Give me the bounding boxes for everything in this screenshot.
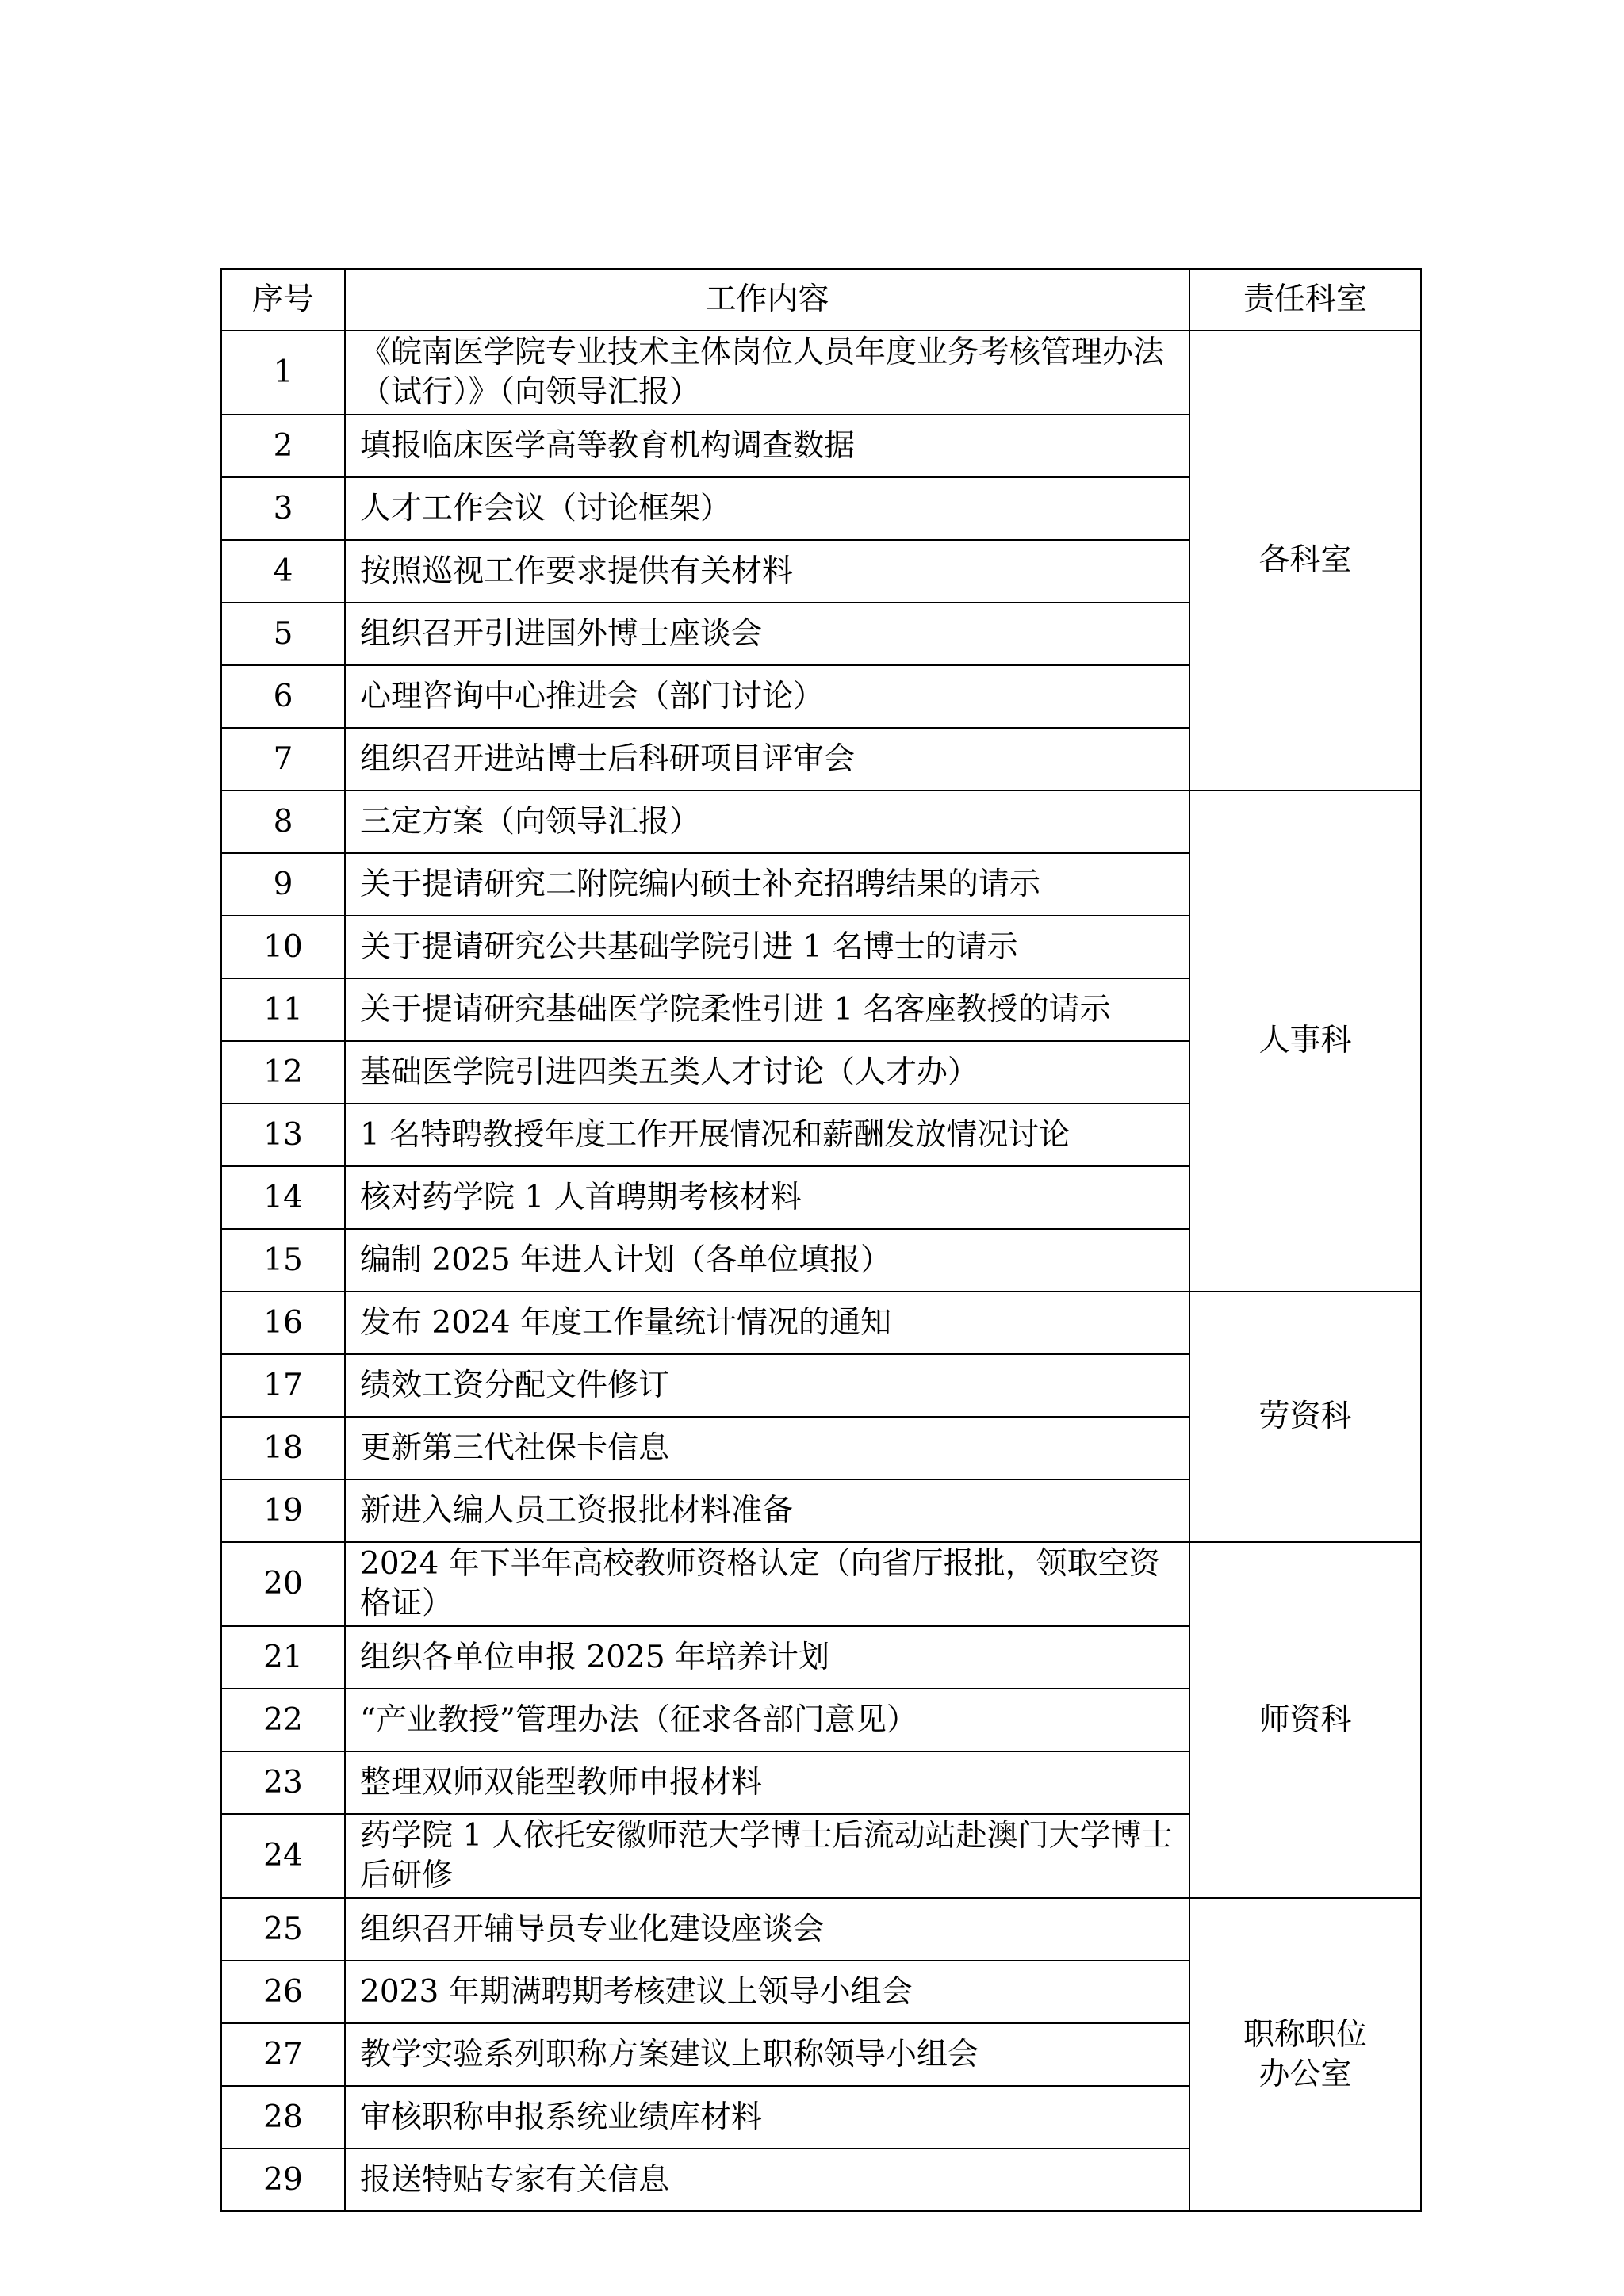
row-number: 23 (221, 1751, 345, 1814)
row-content: 2024 年下半年高校教师资格认定（向省厅报批，领取空资格证） (345, 1542, 1189, 1626)
dept-cell-ge-keshi: 各科室 (1189, 331, 1421, 790)
row-number: 29 (221, 2149, 345, 2211)
dept-cell-laozi: 劳资科 (1189, 1292, 1421, 1542)
row-number: 3 (221, 477, 345, 540)
row-number: 11 (221, 978, 345, 1041)
row-number: 25 (221, 1898, 345, 1961)
row-content: 更新第三代社保卡信息 (345, 1417, 1189, 1479)
row-content: 基础医学院引进四类五类人才讨论（人才办） (345, 1041, 1189, 1104)
dept-cell-renshi: 人事科 (1189, 790, 1421, 1292)
row-content: 1 名特聘教授年度工作开展情况和薪酬发放情况讨论 (345, 1104, 1189, 1166)
row-content: 新进入编人员工资报批材料准备 (345, 1479, 1189, 1542)
row-content: 关于提请研究二附院编内硕士补充招聘结果的请示 (345, 853, 1189, 916)
row-number: 6 (221, 665, 345, 728)
row-number: 27 (221, 2023, 345, 2086)
table-header-row (221, 269, 1421, 331)
row-content: 核对药学院 1 人首聘期考核材料 (345, 1166, 1189, 1229)
row-number: 13 (221, 1104, 345, 1166)
row-content: “产业教授”管理办法（征求各部门意见） (345, 1689, 1189, 1751)
row-number: 19 (221, 1479, 345, 1542)
row-number: 17 (221, 1354, 345, 1417)
table-row (221, 790, 1421, 853)
row-number: 10 (221, 916, 345, 978)
row-number: 1 (221, 331, 345, 415)
row-content: 人才工作会议（讨论框架） (345, 477, 1189, 540)
row-content: 心理咨询中心推进会（部门讨论） (345, 665, 1189, 728)
row-number: 5 (221, 603, 345, 665)
table-row (221, 1292, 1421, 1354)
row-content: 药学院 1 人依托安徽师范大学博士后流动站赴澳门大学博士后研修 (345, 1814, 1189, 1898)
row-content: 关于提请研究基础医学院柔性引进 1 名客座教授的请示 (345, 978, 1189, 1041)
table-row (221, 331, 1421, 415)
dept-cell-shizi: 师资科 (1189, 1542, 1421, 1898)
row-number: 20 (221, 1542, 345, 1626)
row-number: 22 (221, 1689, 345, 1751)
row-content: 发布 2024 年度工作量统计情况的通知 (345, 1292, 1189, 1354)
table-row (221, 1898, 1421, 1961)
row-number: 14 (221, 1166, 345, 1229)
row-number: 7 (221, 728, 345, 790)
row-number: 9 (221, 853, 345, 916)
row-content: 编制 2025 年进人计划（各单位填报） (345, 1229, 1189, 1292)
row-content: 组织召开进站博士后科研项目评审会 (345, 728, 1189, 790)
row-content: 审核职称申报系统业绩库材料 (345, 2086, 1189, 2149)
table-row (221, 1542, 1421, 1626)
row-content: 组织各单位申报 2025 年培养计划 (345, 1626, 1189, 1689)
row-content: 《皖南医学院专业技术主体岗位人员年度业务考核管理办法（试行）》（向领导汇报） (345, 331, 1189, 415)
row-number: 16 (221, 1292, 345, 1354)
row-content: 填报临床医学高等教育机构调查数据 (345, 415, 1189, 477)
row-number: 4 (221, 540, 345, 603)
row-number: 2 (221, 415, 345, 477)
row-content: 整理双师双能型教师申报材料 (345, 1751, 1189, 1814)
row-number: 26 (221, 1961, 345, 2023)
header-seq: 序号 (221, 269, 345, 331)
row-content: 报送特贴专家有关信息 (345, 2149, 1189, 2211)
work-table (220, 268, 1422, 2212)
row-content: 三定方案（向领导汇报） (345, 790, 1189, 853)
row-number: 18 (221, 1417, 345, 1479)
header-dept: 责任科室 (1189, 269, 1421, 331)
row-number: 24 (221, 1814, 345, 1898)
row-number: 28 (221, 2086, 345, 2149)
row-content: 教学实验系列职称方案建议上职称领导小组会 (345, 2023, 1189, 2086)
row-content: 关于提请研究公共基础学院引进 1 名博士的请示 (345, 916, 1189, 978)
row-content: 组织召开引进国外博士座谈会 (345, 603, 1189, 665)
dept-cell-zhicheng (1189, 1898, 1421, 2211)
header-content: 工作内容 (345, 269, 1189, 331)
dept-label-zhicheng: 职称职位办公室 (1243, 2016, 1367, 2092)
row-number: 8 (221, 790, 345, 853)
row-number: 21 (221, 1626, 345, 1689)
row-number: 12 (221, 1041, 345, 1104)
row-content: 2023 年期满聘期考核建议上领导小组会 (345, 1961, 1189, 2023)
row-content: 绩效工资分配文件修订 (345, 1354, 1189, 1417)
row-content: 按照巡视工作要求提供有关材料 (345, 540, 1189, 603)
row-number: 15 (221, 1229, 345, 1292)
row-content: 组织召开辅导员专业化建设座谈会 (345, 1898, 1189, 1961)
